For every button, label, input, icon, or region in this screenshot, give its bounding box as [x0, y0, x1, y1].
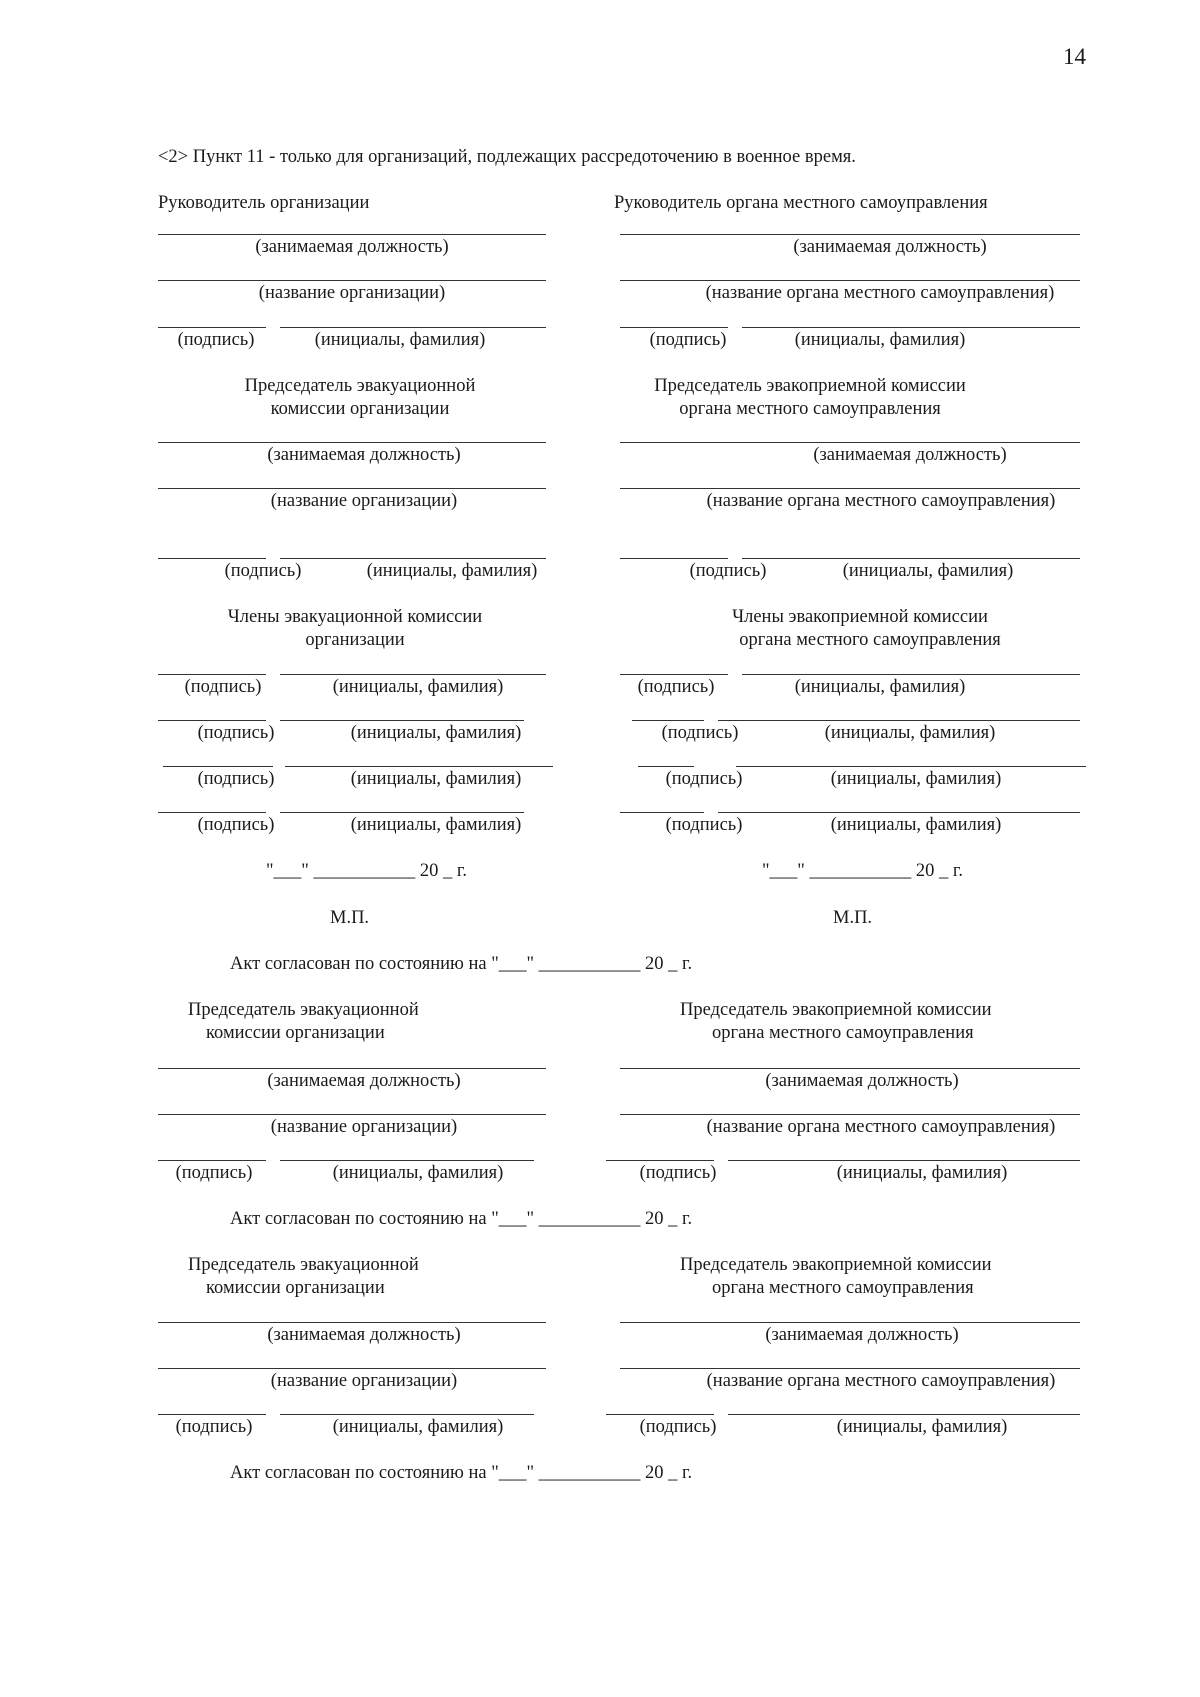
evac-chair-name-line[interactable]: [280, 558, 546, 559]
block3-recv-lg-label: (название органа местного самоуправления): [706, 1371, 1056, 1391]
recv-chair-name-label: (инициалы, фамилия): [842, 561, 1014, 581]
lg-head-position-line[interactable]: [620, 234, 1080, 235]
block2-evac-org-label: (название организации): [270, 1117, 458, 1137]
block3-recv-position-label: (занимаемая должность): [765, 1325, 959, 1345]
block3-recv-sign-line[interactable]: [606, 1414, 714, 1415]
block3-evac-chair-title-2: комиссии организации: [206, 1278, 385, 1298]
evac-chair-sign-line[interactable]: [158, 558, 266, 559]
evac-member2-sign-line[interactable]: [158, 720, 266, 721]
evac-members-title-2: организации: [305, 630, 405, 650]
block2-recv-lg-line[interactable]: [620, 1114, 1080, 1115]
evac-chair-title-2: комиссии организации: [270, 399, 450, 419]
recv-chair-name-line[interactable]: [742, 558, 1080, 559]
block3-evac-name-line[interactable]: [280, 1414, 534, 1415]
block3-recv-chair-title-2: органа местного самоуправления: [712, 1278, 974, 1298]
org-head-title: Руководитель организации: [158, 193, 370, 213]
org-head-org-line[interactable]: [158, 280, 546, 281]
block2-evac-position-label: (занимаемая должность): [267, 1071, 461, 1091]
block2-evac-name-line[interactable]: [280, 1160, 534, 1161]
recv-members-title-1: Члены эвакоприемной комиссии: [732, 607, 988, 627]
agreed-line-2[interactable]: Акт согласован по состоянию на "___" ___________ 20 _ г.: [230, 1209, 693, 1229]
page-number: 14: [1063, 44, 1086, 69]
recv-member4-name-label: (инициалы, фамилия): [830, 815, 1002, 835]
block3-evac-sign-label: (подпись): [175, 1417, 253, 1437]
block3-evac-sign-line[interactable]: [158, 1414, 266, 1415]
org-head-position-label: (занимаемая должность): [255, 237, 449, 257]
evac-member4-sign-label: (подпись): [197, 815, 275, 835]
block2-evac-name-label: (инициалы, фамилия): [332, 1163, 504, 1183]
lg-head-name-line[interactable]: [742, 327, 1080, 328]
block3-evac-org-label: (название организации): [270, 1371, 458, 1391]
block3-recv-name-label: (инициалы, фамилия): [836, 1417, 1008, 1437]
org-head-name-label: (инициалы, фамилия): [314, 330, 486, 350]
evac-chair-position-line[interactable]: [158, 442, 546, 443]
evac-chair-position-label: (занимаемая должность): [267, 445, 461, 465]
block3-recv-sign-label: (подпись): [639, 1417, 717, 1437]
lg-head-lg-label: (название органа местного самоуправления): [705, 283, 1055, 303]
recv-chair-position-label: (занимаемая должность): [813, 445, 1007, 465]
recv-member3-sign-line[interactable]: [638, 766, 694, 767]
recv-member4-sign-line[interactable]: [620, 812, 704, 813]
evac-member3-name-label: (инициалы, фамилия): [350, 769, 522, 789]
block2-evac-sign-line[interactable]: [158, 1160, 266, 1161]
evac-member1-name-line[interactable]: [280, 674, 546, 675]
evac-chair-org-line[interactable]: [158, 488, 546, 489]
block3-evac-org-line[interactable]: [158, 1368, 546, 1369]
evac-chair-org-label: (название организации): [270, 491, 458, 511]
block2-evac-sign-label: (подпись): [175, 1163, 253, 1183]
block3-evac-position-label: (занимаемая должность): [267, 1325, 461, 1345]
recv-member2-name-line[interactable]: [718, 720, 1080, 721]
agreed-line-1[interactable]: Акт согласован по состоянию на "___" ___________ 20 _ г.: [230, 954, 693, 974]
evac-chair-title-1: Председатель эвакуационной: [244, 376, 476, 396]
evac-member3-sign-label: (подпись): [197, 769, 275, 789]
recv-member3-name-label: (инициалы, фамилия): [830, 769, 1002, 789]
block2-recv-name-label: (инициалы, фамилия): [836, 1163, 1008, 1183]
block2-evac-chair-title-1: Председатель эвакуационной: [188, 1000, 419, 1020]
block2-recv-position-line[interactable]: [620, 1068, 1080, 1069]
recv-member4-sign-label: (подпись): [665, 815, 743, 835]
recv-date-line[interactable]: "___" ___________ 20 _ г.: [762, 861, 963, 881]
evac-member4-name-label: (инициалы, фамилия): [350, 815, 522, 835]
footnote: <2> Пункт 11 - только для организаций, подлежащих рассредоточению в военное время.: [158, 147, 856, 167]
block2-recv-sign-label: (подпись): [639, 1163, 717, 1183]
block3-recv-chair-title-1: Председатель эвакоприемной комиссии: [680, 1255, 992, 1275]
block2-recv-chair-title-1: Председатель эвакоприемной комиссии: [680, 1000, 992, 1020]
evac-stamp-place: М.П.: [330, 908, 370, 928]
evac-chair-name-label: (инициалы, фамилия): [366, 561, 538, 581]
recv-member1-name-line[interactable]: [742, 674, 1080, 675]
recv-chair-lg-label: (название органа местного самоуправления): [706, 491, 1056, 511]
block3-recv-name-line[interactable]: [728, 1414, 1080, 1415]
lg-head-lg-line[interactable]: [620, 280, 1080, 281]
evac-date-line[interactable]: "___" ___________ 20 _ г.: [266, 861, 467, 881]
recv-member3-name-line[interactable]: [736, 766, 1086, 767]
recv-members-title-2: органа местного самоуправления: [739, 630, 1001, 650]
recv-member1-name-label: (инициалы, фамилия): [794, 677, 966, 697]
block2-recv-position-label: (занимаемая должность): [765, 1071, 959, 1091]
evac-member2-sign-label: (подпись): [197, 723, 275, 743]
lg-head-sign-label: (подпись): [649, 330, 727, 350]
recv-member2-name-label: (инициалы, фамилия): [824, 723, 996, 743]
evac-member1-name-label: (инициалы, фамилия): [332, 677, 504, 697]
evac-chair-sign-label: (подпись): [224, 561, 302, 581]
evac-member4-name-line[interactable]: [280, 812, 524, 813]
org-head-sign-label: (подпись): [177, 330, 255, 350]
recv-member3-sign-label: (подпись): [665, 769, 743, 789]
block2-evac-chair-title-2: комиссии организации: [206, 1023, 385, 1043]
recv-chair-title-2: органа местного самоуправления: [679, 399, 941, 419]
evac-member1-sign-line[interactable]: [158, 674, 266, 675]
org-head-org-label: (название организации): [258, 283, 446, 303]
block2-recv-chair-title-2: органа местного самоуправления: [712, 1023, 974, 1043]
lg-head-name-label: (инициалы, фамилия): [794, 330, 966, 350]
recv-member1-sign-label: (подпись): [637, 677, 715, 697]
agreed-line-3[interactable]: Акт согласован по состоянию на "___" ___________ 20 _ г.: [230, 1463, 693, 1483]
block3-evac-chair-title-1: Председатель эвакуационной: [188, 1255, 419, 1275]
evac-member2-name-line[interactable]: [280, 720, 524, 721]
recv-chair-lg-line[interactable]: [620, 488, 1080, 489]
block2-recv-name-line[interactable]: [728, 1160, 1080, 1161]
block3-evac-name-label: (инициалы, фамилия): [332, 1417, 504, 1437]
recv-member1-sign-line[interactable]: [620, 674, 728, 675]
evac-member2-name-label: (инициалы, фамилия): [350, 723, 522, 743]
recv-member2-sign-label: (подпись): [661, 723, 739, 743]
lg-head-title: Руководитель органа местного самоуправления: [614, 193, 988, 213]
evac-member1-sign-label: (подпись): [184, 677, 262, 697]
recv-chair-sign-line[interactable]: [620, 558, 728, 559]
block2-recv-lg-label: (название органа местного самоуправления): [706, 1117, 1056, 1137]
recv-member4-name-line[interactable]: [718, 812, 1080, 813]
org-head-name-line[interactable]: [280, 327, 546, 328]
lg-head-sign-line[interactable]: [620, 327, 728, 328]
block2-evac-org-line[interactable]: [158, 1114, 546, 1115]
recv-stamp-place: М.П.: [833, 908, 873, 928]
recv-chair-sign-label: (подпись): [689, 561, 767, 581]
block3-evac-position-line[interactable]: [158, 1322, 546, 1323]
block3-recv-lg-line[interactable]: [620, 1368, 1080, 1369]
block2-recv-sign-line[interactable]: [606, 1160, 714, 1161]
org-head-sign-line[interactable]: [158, 327, 266, 328]
block2-evac-position-line[interactable]: [158, 1068, 546, 1069]
evac-member4-sign-line[interactable]: [158, 812, 266, 813]
evac-members-title-1: Члены эвакуационной комиссии: [227, 607, 483, 627]
evac-member3-name-line[interactable]: [285, 766, 553, 767]
lg-head-position-label: (занимаемая должность): [793, 237, 987, 257]
recv-chair-position-line[interactable]: [620, 442, 1080, 443]
evac-member3-sign-line[interactable]: [163, 766, 273, 767]
recv-chair-title-1: Председатель эвакоприемной комиссии: [654, 376, 966, 396]
block3-recv-position-line[interactable]: [620, 1322, 1080, 1323]
recv-member2-sign-line[interactable]: [632, 720, 704, 721]
org-head-position-line[interactable]: [158, 234, 546, 235]
